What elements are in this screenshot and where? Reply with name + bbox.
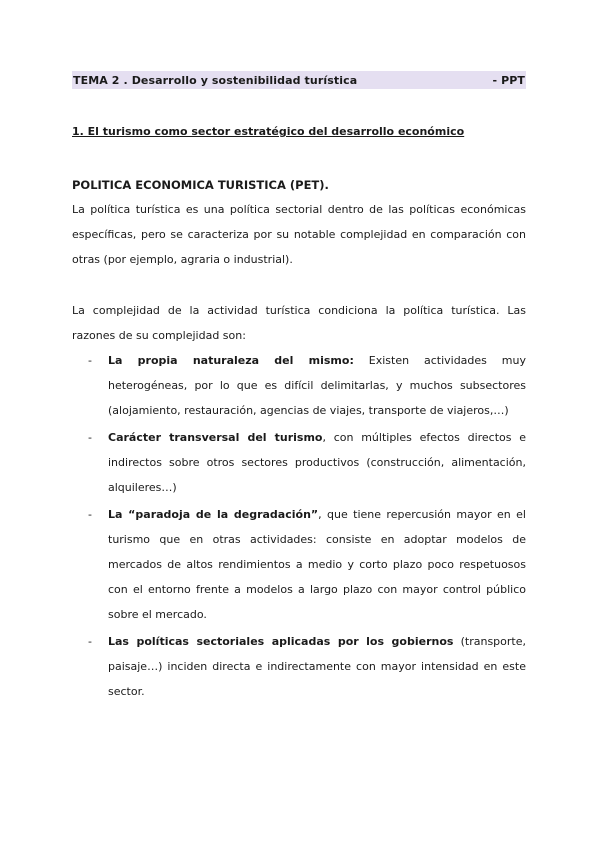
reason-text: , con múltiples efectos directos e indirectos sobre otros sectores productivos (construcción, alimentación, alquileres…) [108, 431, 526, 494]
header-title: TEMA 2 . Desarrollo y sostenibilidad turística [73, 73, 358, 87]
pet-heading: POLITICA ECONOMICA TURISTICA (PET). [72, 178, 329, 192]
list-item [88, 425, 526, 500]
reason-title: Las políticas sectoriales aplicadas por los gobiernos [108, 635, 454, 648]
reason-title: Carácter transversal del turismo [108, 431, 323, 444]
reason-title: La “paradoja de la degradación” [108, 508, 319, 521]
list-item [88, 348, 526, 423]
complexity-paragraph: La complejidad de la actividad turística condiciona la política turística. Las razones de su complejidad son: [72, 304, 526, 342]
reason-text: , que tiene repercusión mayor en el turismo que en otras actividades: consiste en adoptar modelos de mercados de altos rendimientos a medio y corto plazo poco respetuosos con el entorno frente a modelos a largo plazo con mayor control público sobre el mercado. [108, 508, 526, 621]
reason-text: (transporte, paisaje…) inciden directa e indirectamente con mayor intensidad en este sector. [108, 635, 526, 698]
bullet-dash: - [88, 508, 92, 521]
reason-text: Existen actividades muy heterogéneas, por lo que es difícil delimitarlas, y muchos subsectores (alojamiento, restauración, agencias de viajes, transporte de viajeros,…) [108, 354, 526, 417]
section-title: 1. El turismo como sector estratégico del desarrollo económico [72, 125, 465, 138]
list-item [88, 629, 526, 704]
bullet-dash: - [88, 354, 92, 367]
bullet-dash: - [88, 635, 92, 648]
reasons-list [88, 348, 526, 706]
intro-paragraph: La política turística es una política sectorial dentro de las políticas económicas específicas, pero se caracteriza por su notable complejidad en comparación con otras (por ejemplo, agraria o industrial). [72, 203, 526, 266]
document-header [72, 71, 526, 89]
reason-title: La propia naturaleza del mismo: [108, 354, 354, 367]
bullet-dash: - [88, 431, 92, 444]
header-tag: - PPT [492, 73, 525, 87]
list-item [88, 502, 526, 627]
